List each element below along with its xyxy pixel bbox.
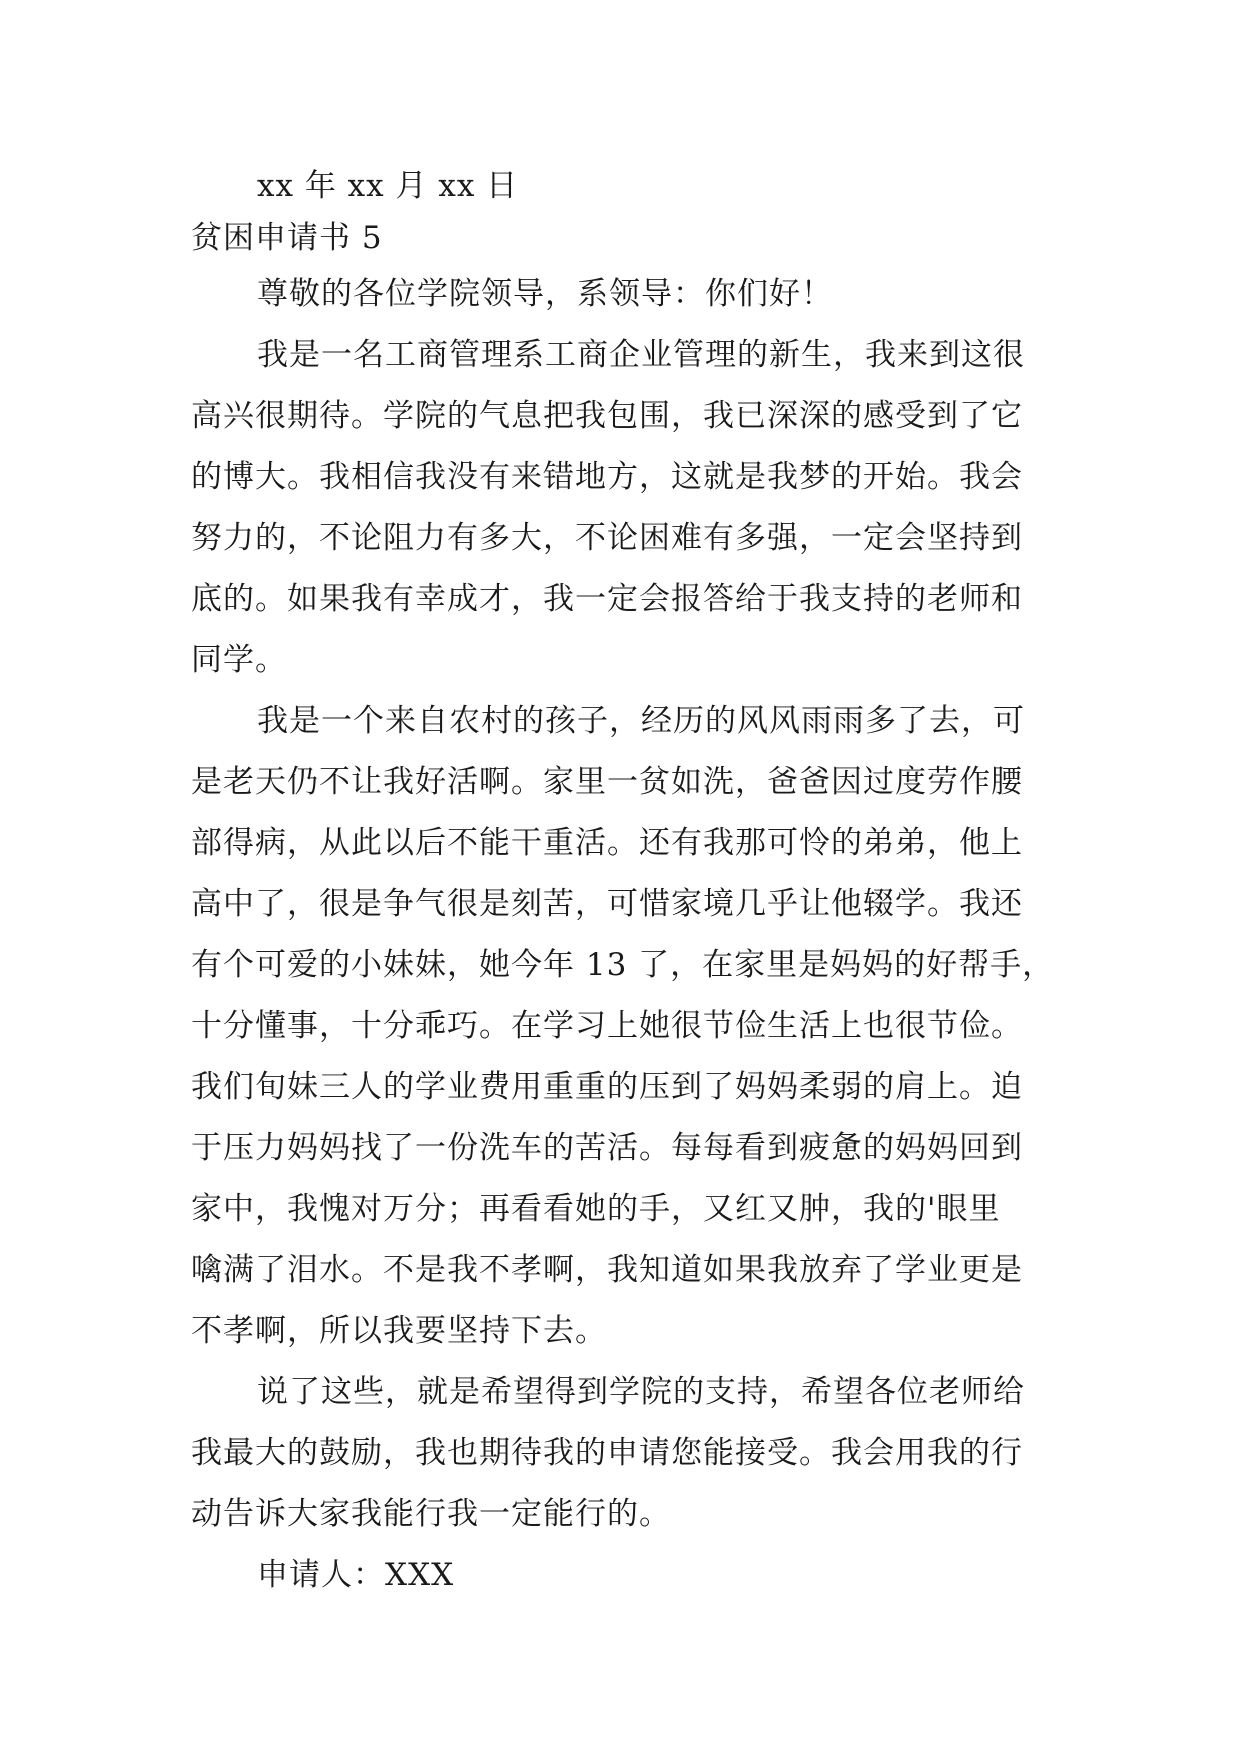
paragraph-line: 的博大。我相信我没有来错地方，这就是我梦的开始。我会	[191, 459, 1023, 495]
paragraph-3	[191, 1362, 1071, 1545]
paragraph-line: 噙满了泪水。不是我不孝啊，我知道如果我放弃了学业更是	[191, 1252, 1023, 1288]
paragraph-line: 我们旬妹三人的学业费用重重的压到了妈妈柔弱的肩上。迫	[191, 1069, 1023, 1105]
paragraph-line: 部得病，从此以后不能干重活。还有我那可怜的弟弟，他上	[191, 825, 1023, 861]
paragraph-line: 十分懂事，十分乖巧。在学习上她很节俭生活上也很节俭。	[191, 1008, 1023, 1044]
paragraph-line: 高兴很期待。学院的气息把我包围，我已深深的感受到了它	[191, 398, 1023, 434]
paragraph-line: 同学。	[191, 642, 287, 678]
document-title: 贫困申请书 5	[191, 220, 383, 256]
signature: 申请人：XXX	[257, 1557, 455, 1593]
paragraph-1	[191, 325, 1071, 691]
paragraph-line: 我最大的鼓励，我也期待我的申请您能接受。我会用我的行	[191, 1435, 1023, 1471]
paragraph-line: 高中了，很是争气很是刻苦，可惜家境几乎让他辍学。我还	[191, 886, 1023, 922]
document-body	[191, 160, 1071, 1606]
date-line: xx 年 xx 月 xx 日	[257, 168, 519, 204]
paragraph-line: 是老天仍不让我好活啊。家里一贫如洗，爸爸因过度劳作腰	[191, 764, 1023, 800]
paragraph-line: 有个可爱的小妹妹，她今年 13 了，在家里是妈妈的好帮手，	[191, 947, 1055, 983]
paragraph-line: 于压力妈妈找了一份洗车的苦活。每每看到疲惫的妈妈回到	[191, 1130, 1023, 1166]
paragraph-line: 我是一名工商管理系工商企业管理的新生，我来到这很	[257, 337, 1025, 373]
paragraph-line: 不孝啊，所以我要坚持下去。	[191, 1313, 607, 1349]
greeting: 尊敬的各位学院领导，系领导：你们好！	[257, 276, 833, 312]
paragraph-line: 说了这些，就是希望得到学院的支持，希望各位老师给	[257, 1374, 1025, 1410]
paragraph-2	[191, 691, 1071, 1362]
paragraph-line: 动告诉大家我能行我一定能行的。	[191, 1496, 671, 1532]
paragraph-line: 我是一个来自农村的孩子，经历的风风雨雨多了去，可	[257, 703, 1025, 739]
paragraph-line: 努力的，不论阻力有多大，不论困难有多强，一定会坚持到	[191, 520, 1023, 556]
paragraph-line: 底的。如果我有幸成才，我一定会报答给于我支持的老师和	[191, 581, 1023, 617]
paragraph-line: 家中，我愧对万分；再看看她的手，又红又肿，我的'眼里	[191, 1191, 1001, 1227]
